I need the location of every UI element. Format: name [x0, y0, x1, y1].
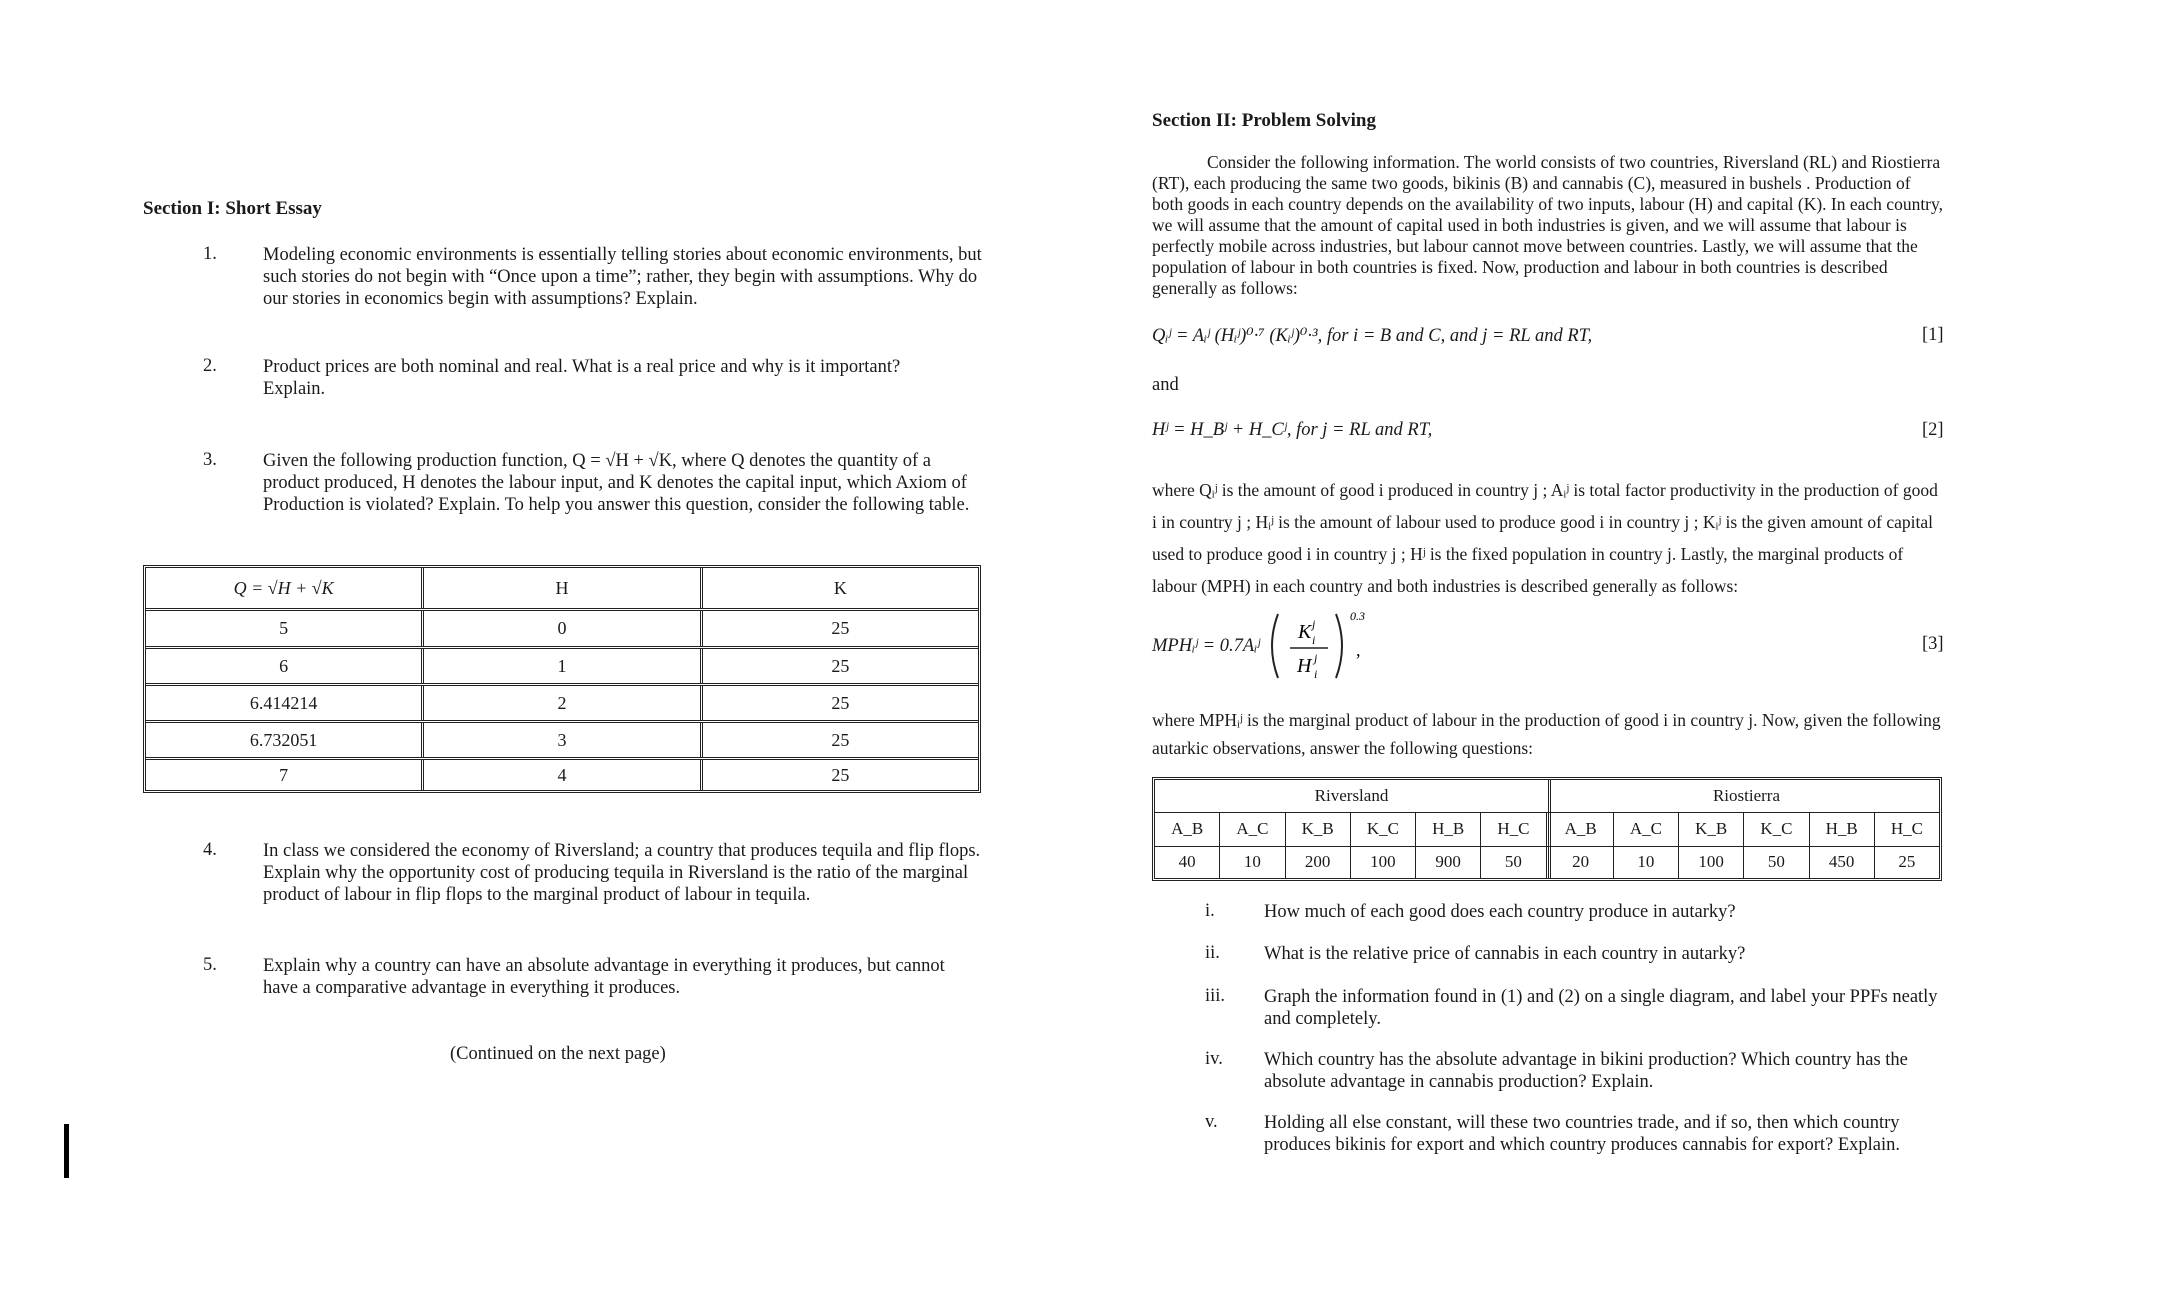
table-header: H_C — [1874, 812, 1939, 846]
table-cell: 100 — [1678, 846, 1743, 878]
question-4-number: 4. — [203, 840, 217, 860]
question-2-number: 2. — [203, 356, 217, 376]
table-cell: 25 — [700, 760, 978, 790]
table-cell: 5 — [279, 618, 289, 638]
svg-text:,: , — [1356, 640, 1361, 660]
section-ii-title: Section II: Problem Solving — [1152, 110, 1376, 131]
intro-paragraph: Consider the following information. The world consists of two countries, Riversland (RL) and Riostierra (RT), each producing the same two goods, bikinis (B) and cannabis (C), measured in bushels . Production of both goods in each country depends on the availability of two inputs, labour (H) and capital (K). In each country, we will assume that the amount of capital used in both industries is given, and we will assume that labour is perfectly mobile across industries, but labour cannot move between countries. Lastly, we will assume that the population of labour in both countries is fixed. Now, production and labour in both countries is described generally as follows: — [1152, 152, 1944, 298]
question-v-number: v. — [1205, 1112, 1218, 1132]
question-5-number: 5. — [203, 955, 217, 975]
table-row — [146, 608, 978, 646]
question-2-text: Product prices are both nominal and real. What is a real price and why is it important? Explain. — [263, 357, 901, 399]
table-header: H_B — [1415, 812, 1480, 846]
table-header: H_B — [1809, 812, 1874, 846]
table-cell: 4 — [421, 760, 699, 790]
question-v-text: Holding all else constant, will these two countries trade, and if so, then which country produces bikinis for export and which country produces cannabis for export? Explain. — [1264, 1113, 1901, 1155]
table-header-q: Q = √H + √K — [233, 577, 334, 598]
question-1-number: 1. — [203, 244, 217, 264]
table-cell: 900 — [1415, 846, 1480, 878]
table-header: A_B — [1546, 812, 1613, 846]
table-cell: 10 — [1219, 846, 1284, 878]
table-header: A_B — [1171, 819, 1204, 838]
table-cell: 10 — [1613, 846, 1678, 878]
question-iv-number: iv. — [1205, 1049, 1223, 1069]
question-iii-number: iii. — [1205, 986, 1226, 1006]
svg-text:i: i — [1314, 667, 1318, 681]
table-cell: 20 — [1546, 846, 1613, 878]
group-riversland: Riversland — [1314, 786, 1389, 805]
question-iv-text: Which country has the absolute advantage in bikini production? Which country has the absolute advantage in cannabis production? Explain. — [1264, 1050, 1908, 1092]
table-cell: 25 — [700, 723, 978, 757]
table-row — [146, 720, 978, 757]
table-cell: 50 — [1480, 846, 1545, 878]
table-row — [146, 683, 978, 720]
equation-3-number: [3] — [1922, 634, 1944, 654]
question-3-text: Given the following production function, Q = √H + √K, where Q denotes the quantity of a product produced, H denotes the labour input, and K denotes the capital input, which Axiom of Production is violated? Explain. To help you answer this question, consider the following table. — [263, 451, 970, 515]
svg-text:j: j — [1314, 651, 1318, 665]
table-cell: 100 — [1350, 846, 1415, 878]
table-cell: 40 — [1178, 852, 1196, 871]
equation-2-number: [2] — [1922, 420, 1944, 440]
table-row — [1155, 846, 1939, 878]
and-word: and — [1152, 375, 1179, 395]
table-cell: 25 — [700, 611, 978, 646]
question-i-number: i. — [1205, 901, 1215, 921]
question-3-number: 3. — [203, 450, 217, 470]
table-header: K_C — [1743, 812, 1808, 846]
table-cell: 6.732051 — [249, 729, 318, 750]
table-header: H_C — [1480, 812, 1545, 846]
table-cell: 3 — [421, 723, 699, 757]
question-4-text: In class we considered the economy of Riversland; a country that produces tequila and flip flops. Explain why the opportunity cost of producing tequila in Riversland is the ratio of the marginal product of labour in flip flops to the marginal product of labour in tequila. — [263, 841, 981, 905]
table-header-row — [146, 568, 978, 608]
text-cursor — [64, 1124, 69, 1178]
table-header: K_B — [1285, 812, 1350, 846]
svg-text:j: j — [1312, 617, 1316, 631]
question-ii-text: What is the relative price of cannabis in each country in autarky? — [1264, 944, 1746, 964]
svg-text:K: K — [1298, 621, 1312, 643]
table-cell: 1 — [421, 649, 699, 683]
table-cell: 7 — [279, 764, 289, 785]
table-cell: 6 — [279, 655, 289, 676]
question-ii-number: ii. — [1205, 943, 1220, 963]
table-cell: 450 — [1809, 846, 1874, 878]
table-header: K_C — [1350, 812, 1415, 846]
where-paragraph: where Qᵢʲ is the amount of good i produced in country j ; Aᵢʲ is total factor productivity in the production of good i in country j ; Hᵢʲ is the amount of labour used to produce good i in country j ; Kᵢʲ is the given amount of capital used to produce good i in country j ; Hʲ is the fixed population in country j. Lastly, the marginal products of labour (MPH) in each country and both industries is described generally as follows: — [1152, 480, 1938, 596]
production-table — [143, 565, 981, 793]
equation-3-lhs: MPHᵢʲ = 0.7Aᵢʲ — [1152, 635, 1261, 656]
equation-3-fraction — [1264, 606, 1464, 686]
table-header-k: K — [700, 568, 978, 608]
table-header-h: H — [421, 568, 699, 608]
table-cell: 6.414214 — [249, 692, 318, 713]
continued-note: (Continued on the next page) — [450, 1044, 666, 1064]
svg-text:0.3: 0.3 — [1350, 609, 1366, 623]
table-cell: 2 — [421, 686, 699, 720]
table-header: A_C — [1219, 812, 1284, 846]
table-header: A_C — [1613, 812, 1678, 846]
svg-text:H: H — [1297, 655, 1312, 677]
group-riostierra: Riostierra — [1712, 786, 1781, 805]
question-iii-text: Graph the information found in (1) and (2) on a single diagram, and label your PPFs neatly and completely. — [1264, 987, 1938, 1029]
table-cell: 200 — [1285, 846, 1350, 878]
table-row — [146, 757, 978, 790]
question-1-text: Modeling economic environments is essentially telling stories about economic environments, but such stories do not begin with “Once upon a time”; rather, they begin with assumptions. Why do our stories in economics begin with assumptions? Explain. — [263, 245, 982, 309]
table-cell: 50 — [1743, 846, 1808, 878]
equation-1-number: [1] — [1922, 325, 1944, 345]
section-i-title: Section I: Short Essay — [143, 198, 322, 219]
table-cell: 25 — [1874, 846, 1939, 878]
equation-2: Hʲ = H_Bʲ + H_Cʲ, for j = RL and RT, — [1152, 420, 1433, 440]
svg-text:i: i — [1312, 633, 1316, 647]
equation-3 — [1152, 606, 1464, 686]
table-cell: 0 — [421, 611, 699, 646]
question-i-text: How much of each good does each country produce in autarky? — [1264, 902, 1736, 922]
table-header: K_B — [1678, 812, 1743, 846]
table-cell: 25 — [700, 686, 978, 720]
equation-1: Qᵢʲ = Aᵢʲ (Hᵢʲ)⁰·⁷ (Kᵢʲ)⁰·³, for i = B and C, and j = RL and RT, — [1152, 326, 1593, 346]
autarky-table — [1152, 777, 1942, 881]
question-5-text: Explain why a country can have an absolute advantage in everything it produces, but cannot have a comparative advantage in everything it produces. — [263, 956, 945, 998]
table-cell: 25 — [700, 649, 978, 683]
table-header-row — [1155, 812, 1939, 846]
table-row — [146, 646, 978, 683]
where2-paragraph: where MPHᵢʲ is the marginal product of labour in the production of good i in country j. Now, given the following autarkic observations, answer the following questions: — [1152, 710, 1941, 758]
